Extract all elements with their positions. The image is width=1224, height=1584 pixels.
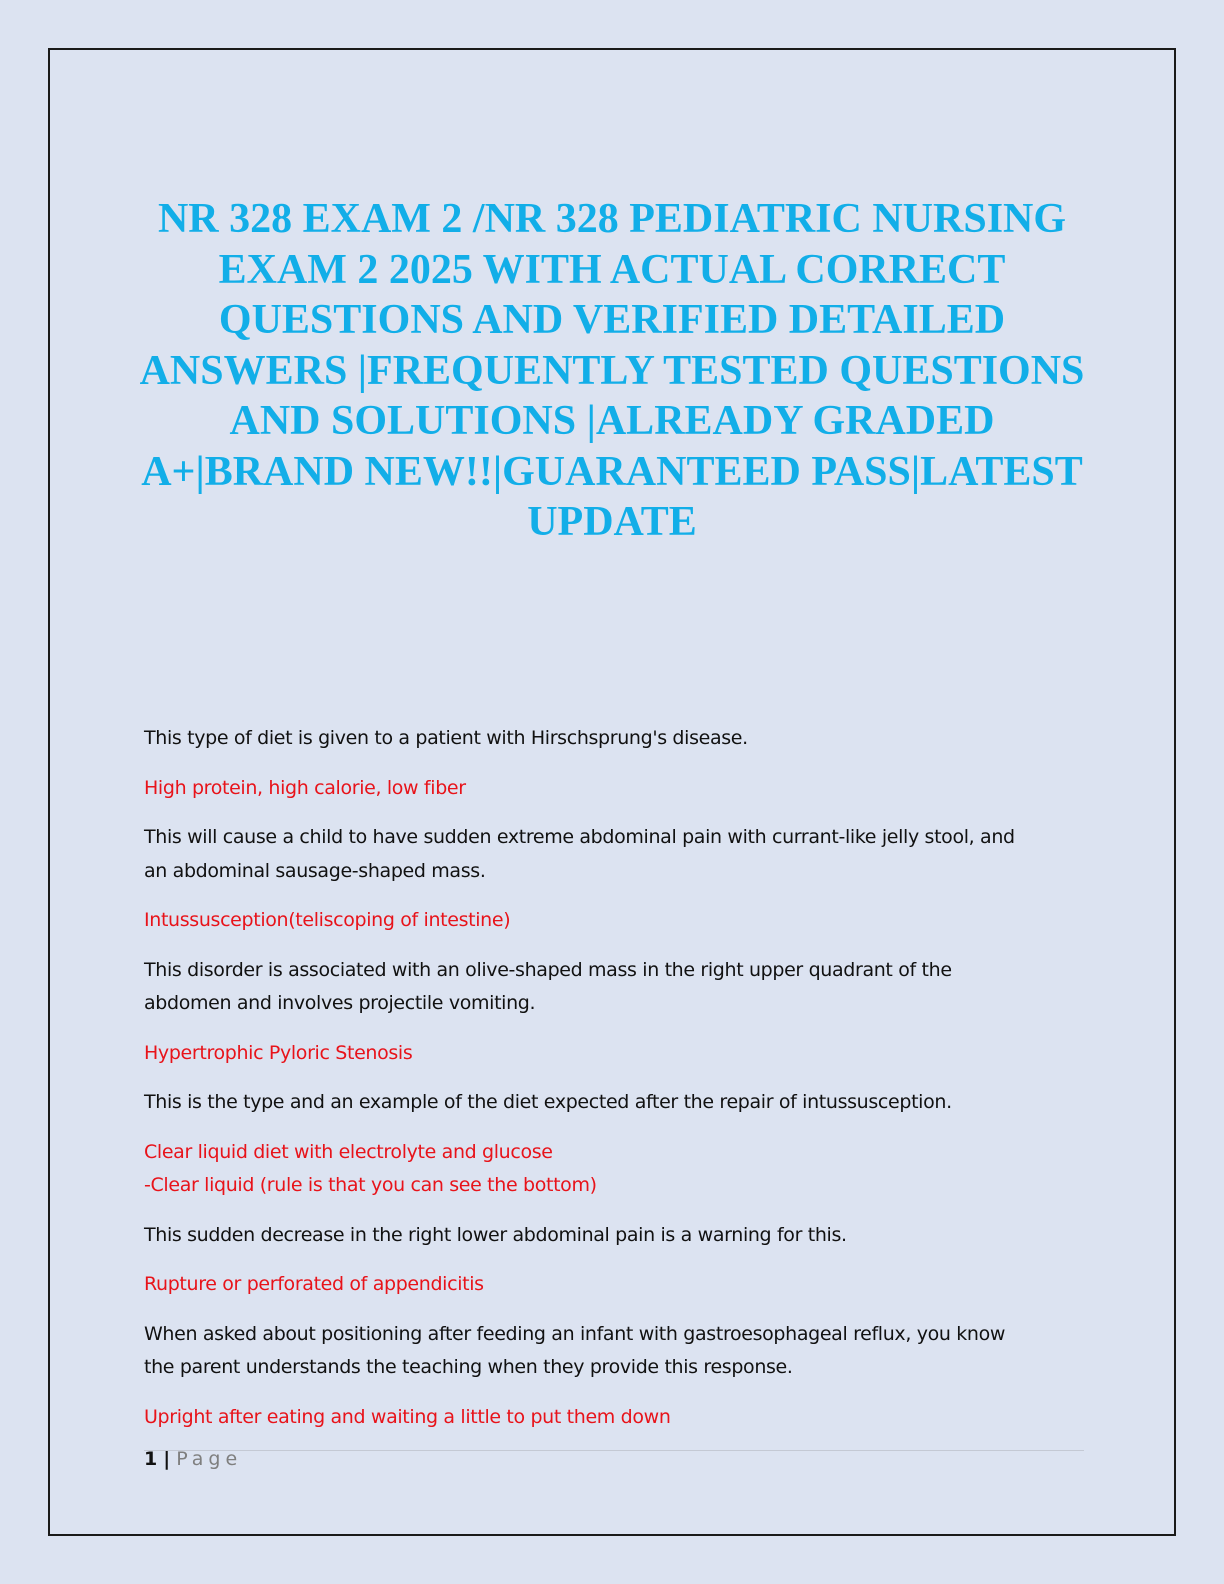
page-number: 1 [144, 1448, 158, 1470]
answer-text: Upright after eating and waiting a little to put them down [144, 1405, 671, 1428]
question-text: This disorder is associated with an olive-shaped mass in the right upper quadrant of the abdomen and involves projectile vomiting. [144, 958, 952, 1014]
document-title: NR 328 EXAM 2 /NR 328 PEDIATRIC NURSING EXAM 2 2025 WITH ACTUAL CORRECT QUESTIONS AND VERIFIED DETAILED ANSWERS |FREQUENTLY TESTED QUESTIONS AND SOLUTIONS |ALREADY GRADED A+|BRAND NEW!!|GUARANTEED PASS|LATEST UPDATE [139, 196, 1085, 545]
qa-list [144, 722, 1024, 1450]
question-text: This type of diet is given to a patient with Hirschsprung's disease. [144, 727, 748, 749]
footer-separator: | [163, 1448, 171, 1470]
question-text: When asked about positioning after feeding an infant with gastroesophageal reflux, you know the parent understands the teaching when they provide this response. [144, 1322, 1006, 1378]
page-label: Page [176, 1448, 243, 1470]
answer-line: -Clear liquid (rule is that you can see the bottom) [144, 1174, 597, 1196]
answer-text: Rupture or perforated of appendicitis [144, 1273, 484, 1295]
footer-divider [144, 1450, 1084, 1451]
answer-text: Intussusception(teliscoping of intestine) [144, 909, 511, 931]
page-footer [144, 1446, 242, 1472]
question-text: This will cause a child to have sudden extreme abdominal pain with currant-like jelly stool, and an abdominal sausage-shaped mass. [144, 826, 1015, 882]
question-text: This is the type and an example of the diet expected after the repair of intussusception. [144, 1091, 952, 1113]
question-text: This sudden decrease in the right lower abdominal pain is a warning for this. [144, 1223, 847, 1246]
answer-text: High protein, high calorie, low fiber [144, 776, 466, 799]
answer-line: Clear liquid diet with electrolyte and glucose [144, 1140, 553, 1163]
answer-text [144, 1136, 1024, 1203]
answer-text: Hypertrophic Pyloric Stenosis [144, 1041, 413, 1064]
